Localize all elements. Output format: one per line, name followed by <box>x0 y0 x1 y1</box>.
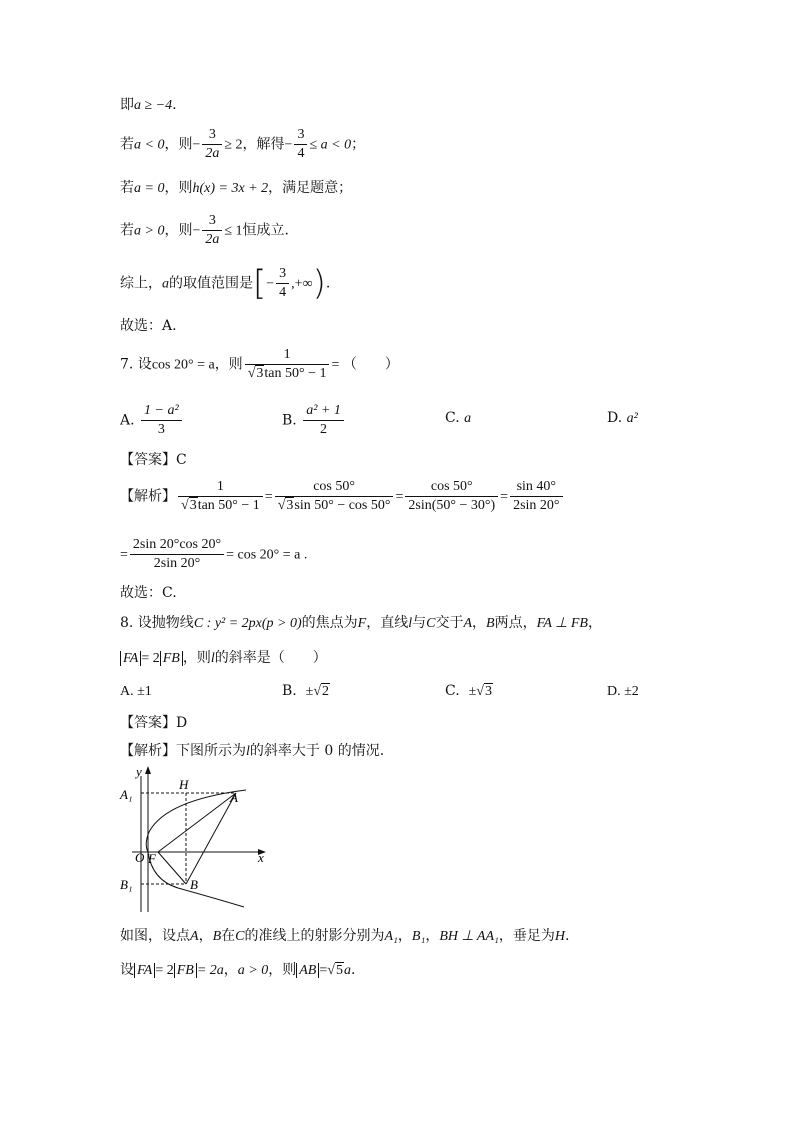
math: H <box>554 929 566 944</box>
text: ，则 <box>164 180 193 196</box>
fraction <box>141 402 182 439</box>
fraction <box>275 478 394 515</box>
math: l <box>246 744 250 759</box>
text: ，垂足为 <box>498 928 555 944</box>
text: tan 50° − 1 <box>197 498 260 513</box>
line-a-ge-neg4 <box>120 95 177 116</box>
math: a = 0 <box>134 181 165 196</box>
text: ，满足题意； <box>268 180 353 196</box>
label-o: O <box>135 850 145 865</box>
text: 的取值范围是 <box>169 275 253 292</box>
text: ， <box>587 615 602 631</box>
text: ， <box>472 615 487 631</box>
q7-option-d <box>607 410 638 427</box>
denominator: 4 <box>276 283 289 302</box>
q8-option-d <box>607 683 639 700</box>
math: FB <box>174 963 197 978</box>
math: C : y² = 2px(p > 0) <box>193 616 302 631</box>
denominator: √3tan 50° − 1 <box>178 496 263 515</box>
fraction <box>245 346 330 383</box>
label-a: A <box>230 790 238 805</box>
denominator: 2sin 20° <box>510 496 562 515</box>
text: ，则 <box>164 136 193 153</box>
minus-sign: − <box>192 223 201 239</box>
text: 的斜率是（ ） <box>214 650 327 666</box>
label-f: F <box>148 851 156 866</box>
question-8-stem-2 <box>120 648 327 669</box>
text: . <box>325 275 331 292</box>
math: F <box>357 616 367 631</box>
q8-explanation-1 <box>120 926 569 947</box>
text: ，则 <box>164 222 193 239</box>
math: = 2 <box>141 651 160 666</box>
label-y: y <box>136 764 142 779</box>
math: = 2 <box>155 963 174 978</box>
math: ≥ 2 <box>224 137 243 153</box>
fraction <box>130 536 224 573</box>
numerator: 3 <box>279 266 287 281</box>
text: A. ±1 <box>120 684 152 699</box>
text: 的焦点为 <box>301 615 358 631</box>
radicand: 3 <box>256 366 264 381</box>
text: 故选：A. <box>120 318 177 334</box>
label-a1: A₁ <box>120 787 133 802</box>
math: BH ⊥ AA₁ <box>439 929 499 944</box>
radicand: 5 <box>335 963 343 978</box>
fraction <box>276 265 289 302</box>
numerator: a² + 1 <box>306 403 341 418</box>
q7-option-b <box>282 402 346 439</box>
radicand: 3 <box>189 498 197 513</box>
numerator: 1 <box>216 479 224 494</box>
text: ，直线 <box>366 615 409 631</box>
math: C <box>235 929 245 944</box>
fraction <box>303 402 344 439</box>
math: = <box>319 963 328 978</box>
numerator: 2sin 20°cos 20° <box>132 537 222 552</box>
minus-sign: − <box>192 137 201 153</box>
text: 设 <box>120 962 134 978</box>
math: A <box>463 616 473 631</box>
q7-analysis-1 <box>120 478 565 515</box>
text: 与 <box>412 615 427 631</box>
segment-ab <box>186 793 236 884</box>
numerator: 1 − a² <box>144 403 179 418</box>
radical-sign: √ <box>476 684 484 699</box>
math: a² <box>626 411 638 426</box>
q7-option-c <box>445 410 471 427</box>
math: FA ⊥ FB <box>536 616 588 631</box>
denominator: 2a <box>202 144 222 163</box>
denominator: √3tan 50° − 1 <box>245 364 330 383</box>
radical-sign: √ <box>313 684 322 699</box>
q8-option-a <box>120 683 152 700</box>
text: 综上， <box>120 275 162 292</box>
math: h(x) = 3x + 2 <box>192 181 269 196</box>
text: tan 50° − 1 <box>264 366 327 381</box>
math: a > 0 <box>237 963 269 978</box>
text: sin 50° − cos 50° <box>294 498 391 513</box>
text: ，则 <box>214 356 243 373</box>
denominator: 2sin 20° <box>130 554 224 573</box>
option-label: D. <box>607 410 623 426</box>
text: 的斜率大于 0 的情况. <box>249 743 385 759</box>
math: = cos 20° = a . <box>226 547 308 563</box>
math: B₁ <box>411 929 426 944</box>
minus-sign: − <box>266 276 275 292</box>
math: a ≥ −4 <box>134 98 173 113</box>
math: A₁ <box>384 929 398 944</box>
right-paren: ) <box>312 263 326 304</box>
text: ， <box>223 962 238 978</box>
math: l <box>408 616 413 631</box>
radical-sign: √ <box>327 963 335 978</box>
q8-answer <box>120 713 187 733</box>
math: C <box>426 616 436 631</box>
math: AB <box>296 963 319 978</box>
q8-option-c <box>445 683 493 700</box>
y-axis-arrow <box>145 766 151 774</box>
q7-answer <box>120 450 187 470</box>
fraction <box>510 478 562 515</box>
text: ， <box>397 928 412 944</box>
text: 两点， <box>494 615 537 631</box>
line-a-eq-0 <box>120 178 352 199</box>
equals: = <box>395 489 404 505</box>
q8-option-b <box>282 683 330 700</box>
question-8-stem-1 <box>120 613 602 634</box>
denominator: 2a <box>202 230 222 249</box>
numerator: 3 <box>208 127 216 142</box>
label-h: H <box>179 777 189 792</box>
math: = （ ） <box>331 357 399 373</box>
text: . <box>172 97 177 113</box>
text: 若 <box>120 180 134 196</box>
fraction <box>202 212 222 249</box>
text: ，则 <box>268 962 297 978</box>
math: a <box>162 276 169 292</box>
math: A <box>190 929 199 944</box>
text: ， <box>198 928 213 944</box>
math: cos 20° = a <box>151 357 215 373</box>
label-x: x <box>258 850 264 865</box>
text: 【解析】 <box>120 488 176 505</box>
line-range-conclusion <box>120 265 330 302</box>
label-b1: B₁ <box>120 877 133 892</box>
option-label: B. <box>282 412 297 429</box>
math: ± <box>305 684 314 699</box>
text: 在 <box>221 928 236 944</box>
math: a > 0 <box>134 223 165 239</box>
equals: = <box>500 489 509 505</box>
numerator: 1 <box>283 347 291 362</box>
option-label: B. <box>282 683 297 699</box>
radicand: 2 <box>322 684 330 699</box>
denominator: 3 <box>141 420 182 439</box>
text: 故选：C. <box>120 585 177 601</box>
text: 若 <box>120 222 134 239</box>
text: ； <box>351 136 366 153</box>
math: FA <box>120 651 141 666</box>
q8-explanation-2 <box>120 960 355 981</box>
q7-choose <box>120 583 177 603</box>
math: a <box>343 963 351 978</box>
segment-fa <box>158 793 236 852</box>
text: 【答案】D <box>120 715 188 731</box>
minus-sign: − <box>284 137 293 153</box>
denominator: 4 <box>294 144 307 163</box>
text: ， <box>425 928 440 944</box>
text: 7. 设 <box>120 356 152 373</box>
denominator: 2 <box>303 420 344 439</box>
fraction <box>294 126 307 163</box>
math: l <box>210 651 215 666</box>
math: ≤ 1 <box>224 223 243 239</box>
label-b: B <box>190 877 198 892</box>
q7-option-a <box>120 402 184 439</box>
fraction <box>178 478 263 515</box>
math: ,+∞ <box>291 276 313 292</box>
line-a-gt-0 <box>120 212 289 249</box>
text: 的准线上的射影分别为 <box>244 928 385 944</box>
equals: = <box>120 547 128 563</box>
text: 恒成立. <box>242 222 289 239</box>
text: 【解析】下图所示为 <box>120 743 246 759</box>
option-label: C. <box>445 410 460 426</box>
math: FB <box>160 651 183 666</box>
numerator: 3 <box>208 213 216 228</box>
text: 即 <box>120 97 134 113</box>
math: B <box>486 616 495 631</box>
math: = 2a <box>196 963 224 978</box>
denominator: √3sin 50° − cos 50° <box>275 496 394 515</box>
math: B <box>212 929 222 944</box>
numerator: cos 50° <box>313 479 355 494</box>
text: D. ±2 <box>607 684 639 699</box>
radicand: 3 <box>286 498 294 513</box>
math: FA <box>134 963 155 978</box>
option-label: C. <box>445 683 460 699</box>
text: 8. 设抛物线 <box>120 615 194 631</box>
numerator: 3 <box>297 127 305 142</box>
text: ，解得 <box>242 136 285 153</box>
text: ，则 <box>182 650 211 666</box>
text: . <box>565 928 570 944</box>
denominator: 2sin(50° − 30°) <box>405 496 498 515</box>
left-bracket: [ <box>253 263 267 304</box>
q8-analysis <box>120 741 384 762</box>
option-label: A. <box>120 412 135 429</box>
math: ≤ a < 0 <box>309 137 352 153</box>
line-a-lt-0 <box>120 126 365 163</box>
q7-analysis-2 <box>120 536 307 573</box>
fraction <box>405 478 498 515</box>
math: a < 0 <box>134 137 165 153</box>
numerator: cos 50° <box>430 479 473 494</box>
text: 交于 <box>435 615 464 631</box>
text: . <box>350 962 356 978</box>
numerator: sin 40° <box>516 479 556 494</box>
parabola-figure <box>114 762 274 917</box>
equals: = <box>264 489 273 505</box>
text: 【答案】C <box>120 452 187 468</box>
fraction <box>202 126 222 163</box>
text: 如图，设点 <box>120 928 190 944</box>
math: a <box>464 411 472 426</box>
math: ± <box>468 684 477 699</box>
line-choose-a <box>120 316 177 336</box>
radicand: 3 <box>484 684 492 699</box>
text: 若 <box>120 136 134 153</box>
question-7-stem <box>120 346 399 383</box>
